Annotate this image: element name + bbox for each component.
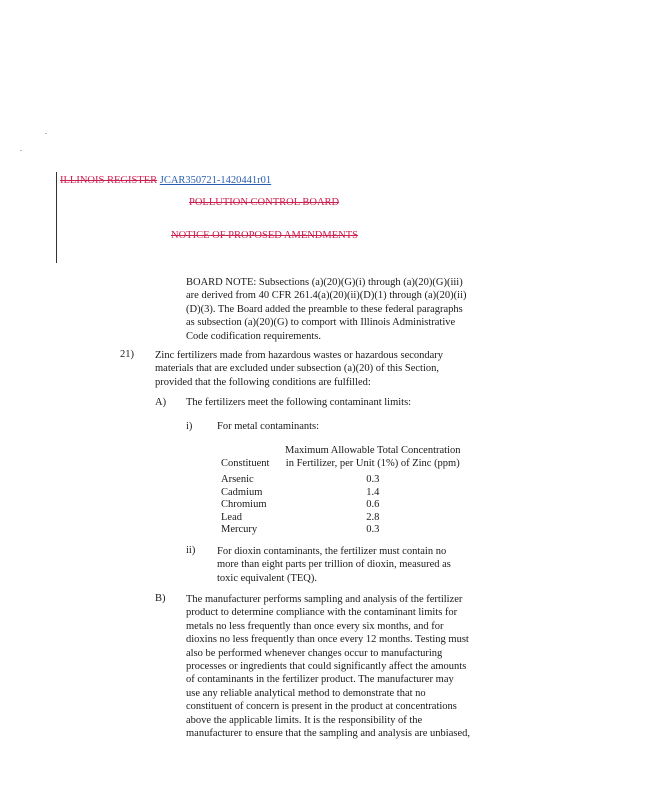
item-a-ii-text: For dioxin contaminants, the fertilizer must contain no more than eight parts per trillion of dioxin, measured as toxic equivalent (TEQ).	[217, 546, 451, 584]
table-cell-value: 2.8	[366, 511, 380, 523]
table-cell-constituent: Mercury	[221, 524, 258, 535]
notice-heading: NOTICE OF PROPOSED AMENDMENTS	[171, 230, 358, 241]
metal-limits-table	[221, 445, 461, 537]
table-cell-constituent: Chromium	[221, 499, 267, 510]
register-inserted: JCAR350721-1420441r01	[159, 175, 272, 186]
item-a-number: A)	[155, 397, 167, 408]
table-header-row	[221, 445, 461, 470]
item-a-i-text: For metal contaminants:	[217, 421, 320, 432]
board-note: BOARD NOTE: Subsections (a)(20)(G)(i) through (a)(20)(G)(iii) are derived from 40 CFR 261.4(a)(20)(ii)(D)(1) through (a)(20)(ii)(D)(3). The Board added the preamble to these federal paragraphs as subsection (a)(20)(G) to comport with Illinois Administrative Code codification requirements.	[186, 277, 467, 342]
table-row	[221, 487, 461, 500]
item-a-text: The fertilizers meet the following contaminant limits:	[186, 397, 412, 408]
table-row	[221, 512, 461, 525]
board-heading: POLLUTION CONTROL BOARD	[189, 197, 340, 208]
table-cell-value: 0.6	[366, 499, 380, 510]
register-line	[60, 175, 271, 186]
table-cell-constituent: Cadmium	[221, 486, 263, 498]
table-cell-value: 0.3	[366, 474, 380, 485]
item-b-number: B)	[155, 593, 166, 604]
table-cell-constituent: Arsenic	[221, 474, 254, 485]
change-bar	[56, 172, 57, 263]
table-row	[221, 474, 461, 487]
table-cell-value: 0.3	[366, 524, 380, 535]
table-cell-value: 1.4	[366, 486, 380, 498]
item-a-ii-number: ii)	[186, 545, 196, 556]
scan-speck	[20, 150, 22, 151]
item-21-number: 21)	[120, 349, 134, 360]
table-cell-constituent: Lead	[221, 511, 242, 523]
table-row	[221, 524, 461, 537]
item-a-i-number: i)	[186, 421, 193, 432]
table-header-constituent: Constituent	[221, 457, 270, 469]
scan-speck	[45, 133, 47, 134]
table-header-max-concentration	[285, 445, 461, 470]
table-header-line-2: in Fertilizer, per Unit (1%) of Zinc (ppm)	[285, 457, 460, 469]
table-header-line-1: Maximum Allowable Total Concentration	[285, 445, 461, 456]
item-b-text: The manufacturer performs sampling and analysis of the fertilizer product to determine compliance with the contaminant limits for metals no less frequently than once every six months, and for dioxins no less frequently than once every 12 months. Testing must also be performed whenever changes occur to manufacturing processes or ingredients that could significantly affect the amounts of contaminants in the fertilizer product. The manufacturer may use any reliable analytical method to demonstrate that no constituent of concern is present in the product at concentrations above the applicable limits. It is the responsibility of the manufacturer to ensure that the sampling and analysis are unbiased,	[186, 594, 470, 740]
table-row	[221, 499, 461, 512]
register-deleted: ILLINOIS REGISTER	[60, 175, 158, 186]
item-21-text: Zinc fertilizers made from hazardous wastes or hazardous secondary materials that are excluded under subsection (a)(20) of this Section, provided that the following conditions are fulfilled:	[155, 350, 444, 388]
